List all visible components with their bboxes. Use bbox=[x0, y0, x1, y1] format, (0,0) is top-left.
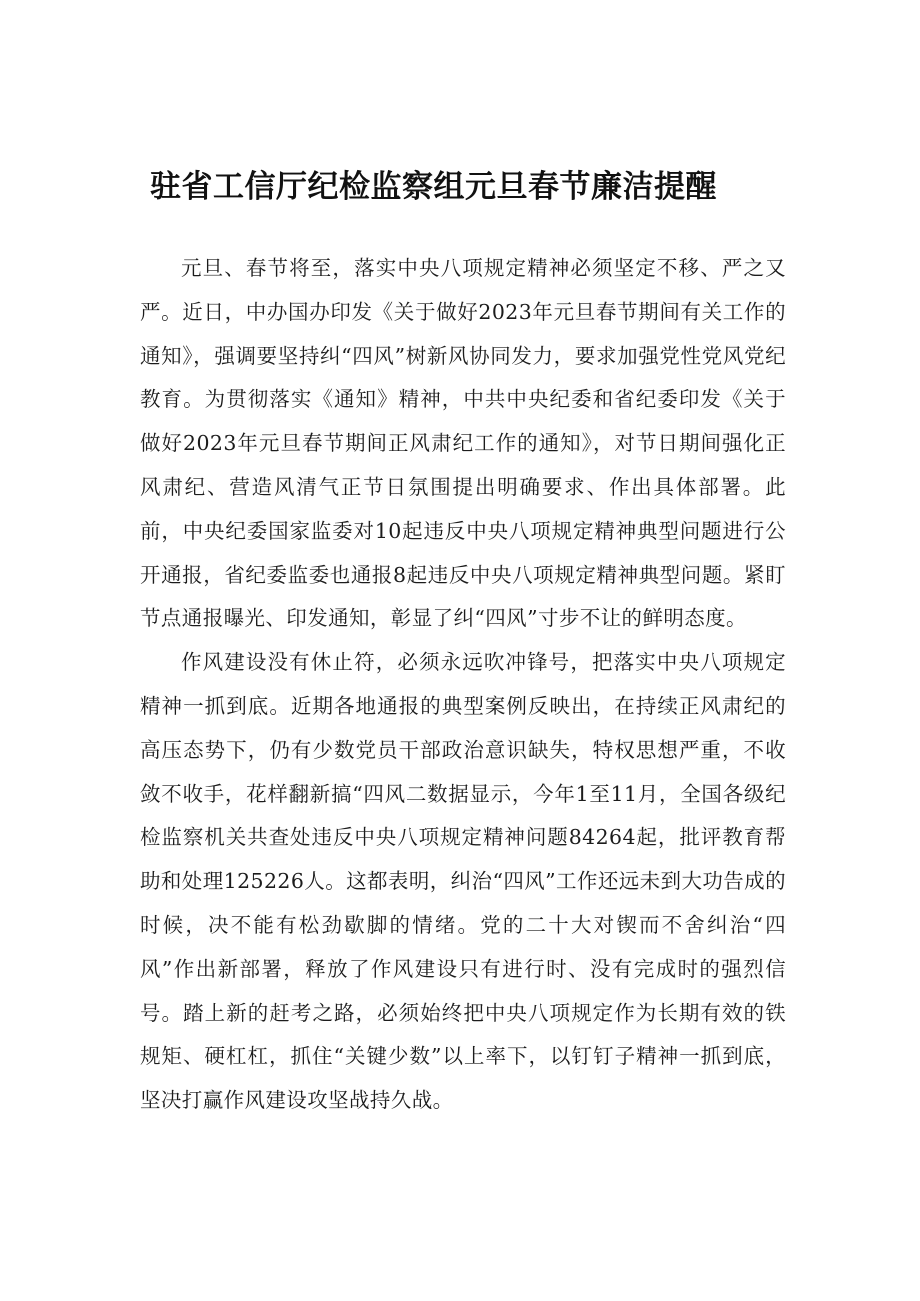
document-title: 驻省工信厅纪检监察组元旦春节廉洁提醒 bbox=[150, 169, 717, 205]
document-body bbox=[140, 247, 786, 1123]
paragraph-2: 作风建设没有休止符，必须永远吹冲锋号，把落实中央八项规定精神一抓到底。近期各地通报的典型案例反映出，在持续正风肃纪的高压态势下，仍有少数党员干部政治意识缺失，特权思想严重，不收敛不收手，花样翻新搞“四风二数据显示，今年1至11月，全国各级纪检监察机关共查处违反中央八项规定精神问题84264起，批评教育帮助和处理125226人。这都表明，纠治“四风”工作还远未到大功告成的时候，决不能有松劲歇脚的情绪。党的二十大对锲而不舍纠治“四风”作出新部署，释放了作风建设只有进行时、没有完成时的强烈信号。踏上新的赶考之路，必须始终把中央八项规定作为长期有效的铁规矩、硬杠杠，抓住“关键少数”以上率下，以钉钉子精神一抓到底，坚决打赢作风建设攻坚战持久战。 bbox=[140, 650, 786, 1113]
paragraph-1: 元旦、春节将至，落实中央八项规定精神必须坚定不移、严之又严。近日，中办国办印发《关于做好2023年元旦春节期间有关工作的通知》，强调要坚持纠“四风”树新风协同发力，要求加强党性党风党纪教育。为贯彻落实《通知》精神，中共中央纪委和省纪委印发《关于做好2023年元旦春节期间正风肃纪工作的通知》，对节日期间强化正风肃纪、营造风清气正节日氛围提出明确要求、作出具体部署。此前，中央纪委国家监委对10起违反中央八项规定精神典型问题进行公开通报，省纪委监委也通报8起违反中央八项规定精神典型问题。紧盯节点通报曝光、印发通知，彰显了纠“四风”寸步不让的鲜明态度。 bbox=[140, 256, 786, 631]
